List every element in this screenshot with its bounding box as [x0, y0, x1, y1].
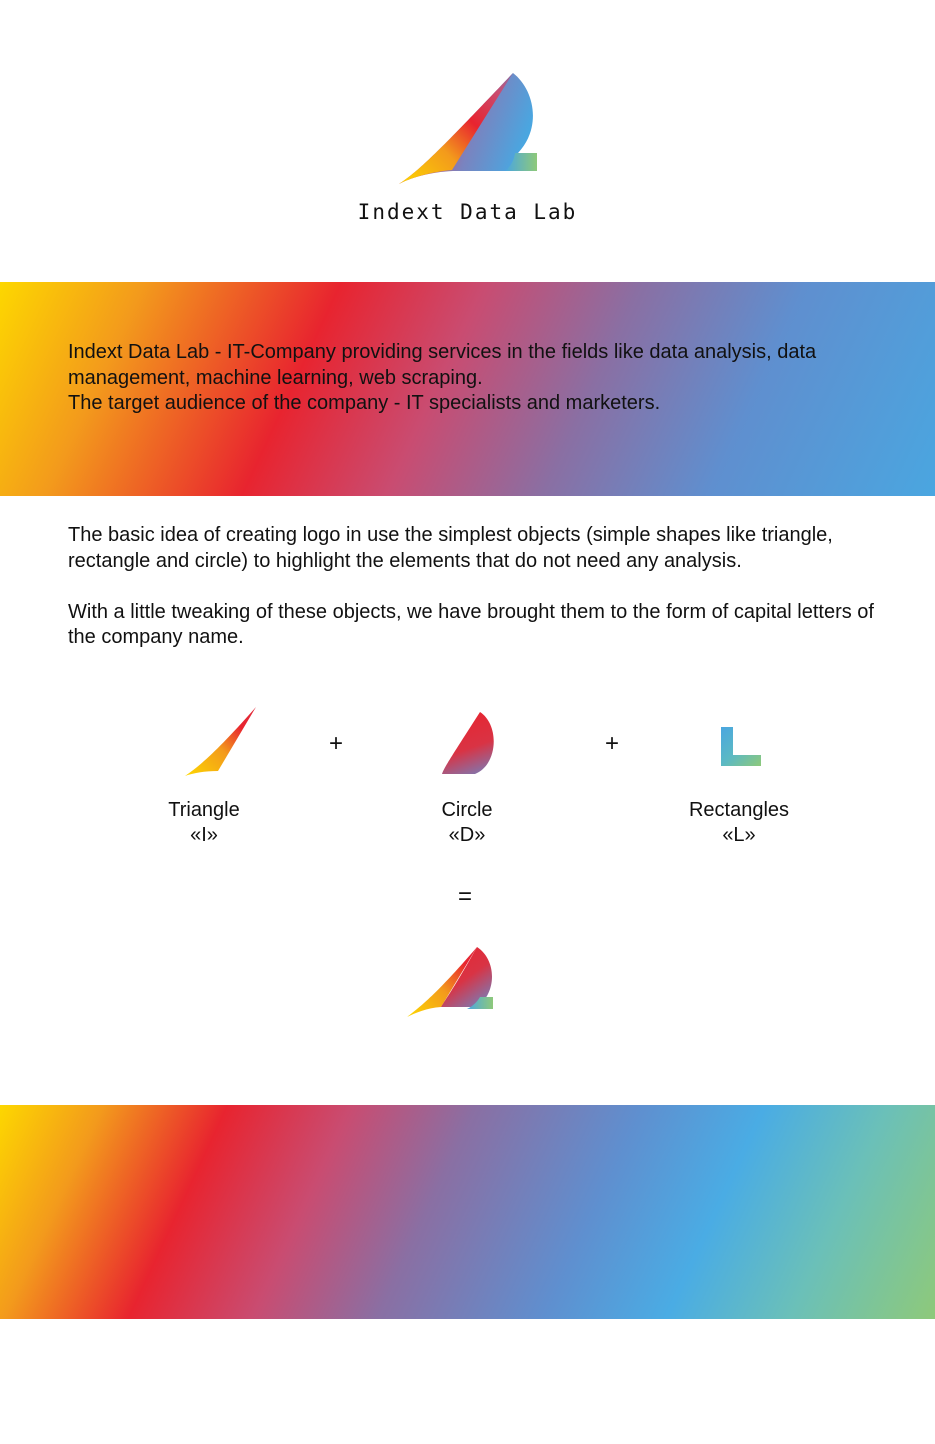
shape-letter: «D» — [448, 824, 486, 846]
brand-name: Indext Data Lab — [357, 200, 578, 224]
shape-letter: «L» — [722, 824, 756, 846]
equals-sign: = — [458, 883, 473, 910]
triangle-caption — [124, 798, 284, 848]
company-description — [68, 340, 888, 417]
plus-sign: + — [329, 730, 344, 757]
shape-name: Circle — [441, 799, 493, 821]
intro-line-1: Indext Data Lab - IT-Company providing services in the fields like data analysis, data management, machine learning, web scraping. — [68, 341, 817, 389]
circle-shape-icon — [440, 710, 496, 776]
shape-letter: «I» — [190, 824, 218, 846]
logo-result-mark — [405, 945, 495, 1020]
triangle-shape-icon — [183, 705, 258, 777]
logo-concept-text — [68, 523, 898, 651]
logo-mark — [395, 70, 540, 185]
shape-name: Triangle — [168, 799, 240, 821]
gradient-banner-bottom — [0, 1105, 935, 1319]
circle-caption — [387, 798, 547, 848]
plus-sign: + — [605, 730, 620, 757]
intro-line-2: The target audience of the company - IT specialists and marketers. — [68, 392, 661, 414]
rectangles-shape-icon — [720, 726, 762, 767]
idea-paragraph-1: The basic idea of creating logo in use the simplest objects (simple shapes like triangle, rectangle and circle) to highlight the elements that do not need any analysis. — [68, 524, 833, 572]
idea-paragraph-2: With a little tweaking of these objects, we have brought them to the form of capital letters of the company name. — [68, 600, 874, 648]
rectangles-caption — [659, 798, 819, 848]
shape-name: Rectangles — [688, 799, 790, 821]
